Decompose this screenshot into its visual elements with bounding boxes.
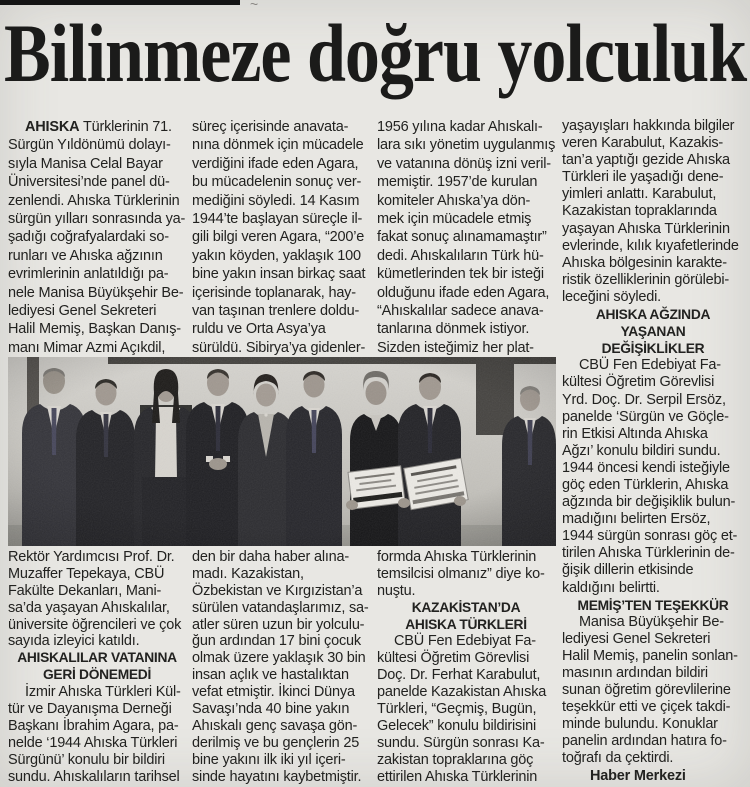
text-line: manı Mimar Azmi Açıkdil, xyxy=(8,339,166,356)
text-line: göç eden Türklerin, Ahıska xyxy=(562,476,729,493)
text-line: sa’da yaşayan Ahıskalılar, xyxy=(8,599,170,616)
text-line: Kazakistan topraklarında xyxy=(562,203,717,220)
text-line: veren Karabulut, Kazakis- xyxy=(562,135,724,152)
text-line: zakistan topraklarına göç xyxy=(377,751,534,768)
text-line: verdiğini ifade eden Agara, xyxy=(192,155,359,172)
text-line: kümetlerinden tek bir isteği xyxy=(377,266,544,283)
text-line: evlerinde, kılık kıyafetlerinde xyxy=(562,237,739,254)
text-line: lediyesi Genel Sekreteri xyxy=(562,630,711,647)
text-line: kültesi Öğretim Görevlisi xyxy=(377,650,530,667)
article-column-3-top xyxy=(377,118,555,357)
text-line: komiteler Ahıska’ya dön- xyxy=(377,192,531,209)
text-line: derilmiş ve bu gençlerin 25 xyxy=(192,734,360,751)
text-line: sinde hayatını kaybetmiştir. xyxy=(192,768,362,785)
text-line: ve vatanına dönüş izni veril- xyxy=(377,155,551,172)
article-column-2-top xyxy=(192,118,370,357)
text-line: bine yakın insan birkaç saat xyxy=(192,266,366,283)
text-line: Muzaffer Tepekaya, CBÜ xyxy=(8,565,165,582)
article-headline: Bilinmeze doğru yolculuk xyxy=(4,9,747,101)
text-line: sayıda izleyici katıldı. xyxy=(8,633,140,650)
text-line: üniversite öğrencileri ve çok xyxy=(8,616,182,633)
text-line: sürüldü. Sibirya’ya gidenler- xyxy=(192,339,366,356)
text-line: 1944 öncesi kendi isteğiyle xyxy=(562,459,730,476)
text-line: gili bilgi veren Agara, “200’e xyxy=(192,229,365,246)
text-line: runları ve Ahıska ağzının xyxy=(8,247,163,264)
text-line: madığını belirten Ersöz, xyxy=(562,511,711,528)
text-line: yaşayışları hakkında bilgiler xyxy=(562,118,735,134)
text-line: Fakülte Dekanları, Mani- xyxy=(8,582,162,599)
text-line: temsilcisi olmanız” diye ko- xyxy=(377,565,545,582)
text-line: Gelecek” konulu bildirisini xyxy=(377,717,537,734)
text-line: nele Manisa Büyükşehir Be- xyxy=(8,284,184,301)
text-line: sıyla Manisa Celal Bayar xyxy=(8,155,163,172)
text-line: Üniversitesi’nde panel dü- xyxy=(8,174,170,191)
article-column-3-bottom xyxy=(377,549,555,785)
section-heading-line: AHISKA AĞZINDA xyxy=(595,307,711,323)
text-line: Başkanı İbrahim Agara, pa- xyxy=(8,717,179,734)
text-line: ğun ardından 17 bini çocuk xyxy=(192,633,361,650)
text-line: Sürgün Yıldönümü dolayı- xyxy=(8,137,171,154)
text-line: evrimlerinin anlatıldığı pa- xyxy=(8,266,169,283)
text-line: rin Etkisi Altında Ahıska xyxy=(562,425,708,442)
text-line: panelde Kazakistan Ahıska xyxy=(377,684,547,701)
text-line: Halil Memiş, Başkan Danış- xyxy=(8,321,181,338)
text-line: panelde ‘Sürgün ve Göçle- xyxy=(562,408,729,425)
text-line: 1944’te başlayan süreçle il- xyxy=(192,210,363,227)
text-line: mek için mücadele etmiş xyxy=(377,210,532,227)
text-line: sürülen vatandaşlarımız, sa- xyxy=(192,599,369,616)
text-line: tirilen Ahıska Türklerinin de- xyxy=(562,545,735,562)
section-heading-line: MEMİŞ’TEN TEŞEKKÜR xyxy=(577,597,729,613)
text-line: kültesi Öğretim Görevlisi xyxy=(562,374,715,391)
text-line: toğrafı da çektirdi. xyxy=(562,750,674,767)
text-line: 1956 yılına kadar Ahıskalı- xyxy=(377,119,543,135)
section-heading-line: YAŞANAN xyxy=(620,324,686,340)
text-line: şadığı coğrafyalardaki so- xyxy=(8,229,169,246)
text-line: sundu. Ahıskalıların tarihsel xyxy=(8,768,180,785)
text-line: memiştir. 1957’de kurulan xyxy=(377,174,538,191)
text-line: van taşınan trenlere doldu- xyxy=(192,302,360,319)
section-heading-line: AHISKA TÜRKLERİ xyxy=(405,616,527,632)
text-line: leceğini söyledi. xyxy=(562,288,661,305)
panel-group-photo-illustration xyxy=(8,357,556,546)
text-line: ruldu ve Orta Asya’ya xyxy=(192,321,326,338)
text-line: Sizden isteğimiz her plat- xyxy=(377,339,534,356)
text-line: Halil Memiş, panelin sonlan- xyxy=(562,647,738,664)
text-line: formda Ahıska Türklerinin xyxy=(377,549,537,565)
text-line: sunan öğretim görevlilerine xyxy=(562,682,731,699)
scan-mark: ~ xyxy=(250,0,259,12)
text-line: Manisa Büyükşehir Be- xyxy=(579,613,724,630)
text-line: bine yakını ilk iki yıl içeri- xyxy=(192,751,346,768)
text-line: Türkleri ile yaşadığı dene- xyxy=(562,169,724,186)
text-line: nuştu. xyxy=(377,582,416,599)
text-line: mediğini söyledi. 14 Kasım xyxy=(192,192,360,209)
panel-group-photo xyxy=(8,357,556,546)
text-line: vefat etmiştir. İkinci Dünya xyxy=(192,684,355,701)
text-line: nına dönmek için mücadele xyxy=(192,137,364,154)
text-line: Rektör Yardımcısı Prof. Dr. xyxy=(8,549,175,565)
text-line: minde bulundu. Konuklar xyxy=(562,716,718,733)
text-line: insan açlık ve hastalıktan xyxy=(192,667,349,684)
text-line: panelin ardından hatıra fo- xyxy=(562,733,727,750)
text-line: ağzında bir değişiklik bulun- xyxy=(562,494,736,511)
article-column-4 xyxy=(562,118,744,785)
text-line: dedi. Ahıskalıların Türk hü- xyxy=(377,247,544,264)
text-line: lara sıkı yönetim uygulanmış xyxy=(377,137,556,154)
text-line: Haber Merkezi xyxy=(590,767,686,784)
text-line: yakın köyden, yaklaşık 100 xyxy=(192,247,361,264)
section-heading-line: DEĞİŞİKLİKLER xyxy=(601,341,705,357)
text-line: ettirilen Ahıska Türklerinin xyxy=(377,768,538,785)
text-line: sundu. Sürgün sonrası Ka- xyxy=(377,734,545,751)
text-line: içerisinde toplanarak, hay- xyxy=(192,284,356,301)
text-line: den bir daha haber alına- xyxy=(192,549,350,565)
text-line: Savaşı’nda 40 bine yakın xyxy=(192,701,350,718)
text-line: 1944 sürgün sonrası göç et- xyxy=(562,528,738,545)
text-line: CBÜ Fen Edebiyat Fa- xyxy=(579,357,721,374)
section-heading-line: AHISKALILAR VATANINA xyxy=(17,650,177,666)
text-line: yaşayan Ahıska Türklerinin xyxy=(562,220,730,237)
article-column-1-top xyxy=(8,118,186,357)
text-line: tür ve Dayanışma Derneği xyxy=(8,701,172,718)
text-line: Doç. Dr. Ferhat Karabulut, xyxy=(377,667,541,684)
text-line: madı. Kazakistan, xyxy=(192,565,304,582)
text-line: olduğunu ifade eden Agara, xyxy=(377,284,550,301)
text-line: tan’a yaptığı gezide Ahıska xyxy=(562,152,730,169)
text-line: tanlarına dönmek istiyor. xyxy=(377,321,530,338)
text-line: AHISKA Türklerinin 71. xyxy=(25,119,172,135)
text-line: zenlendi. Ahıska Türklerinin xyxy=(8,192,180,209)
text-line: ristik özelliklerinin görülebi- xyxy=(562,271,730,288)
article-column-1-bottom xyxy=(8,549,186,785)
text-line: Sürgünü’ konulu bir bildiri xyxy=(8,751,165,768)
article-column-2-bottom xyxy=(192,549,370,785)
text-line: bu mücadelenin sonuç ver- xyxy=(192,174,362,191)
text-line: yimleri anlattı. Karabulut, xyxy=(562,186,717,203)
text-line: olmak üzere yaklaşık 30 bin xyxy=(192,650,366,667)
text-line: masının ardından bildiri xyxy=(562,665,708,681)
text-line: atler süren uzun bir yolculu- xyxy=(192,616,365,633)
text-line: Ahıskalı genç savaşa gön- xyxy=(192,717,358,734)
text-line: fakat sonuç alınamamaştır” xyxy=(377,229,547,246)
text-line: İzmir Ahıska Türkleri Kül- xyxy=(25,684,181,701)
section-heading-line: GERİ DÖNEMEDİ xyxy=(42,667,152,683)
section-heading-line: KAZAKİSTAN’DA xyxy=(411,599,521,615)
text-line: kaldığını belirtti. xyxy=(562,579,660,596)
text-line: süreç içerisinde anavata- xyxy=(192,119,349,135)
text-line: nelde ‘1944 Ahıska Türkleri xyxy=(8,734,178,751)
text-line: Ağzı’ konulu bildiri sundu. xyxy=(562,442,721,459)
text-line: Türkleri, “Geçmiş, Bugün, xyxy=(377,701,537,718)
text-line: Özbekistan ve Kırgızistan’a xyxy=(192,582,363,599)
text-line: sürgün yılları sonrasında ya- xyxy=(8,210,186,227)
text-line: lediyesi Genel Sekreteri xyxy=(8,302,157,319)
text-line: ğişik dillerin etkisinde xyxy=(562,562,694,579)
text-line: Yrd. Doç. Dr. Serpil Ersöz, xyxy=(562,391,726,408)
text-line: “Ahıskalılar sadece anava- xyxy=(377,302,544,319)
text-line: teşekkür etti ve çiçek takdi- xyxy=(562,699,731,716)
text-line: CBÜ Fen Edebiyat Fa- xyxy=(394,633,536,650)
top-edge-rule xyxy=(0,0,240,5)
text-line: Ahıska bölgesinin karakte- xyxy=(562,254,727,271)
